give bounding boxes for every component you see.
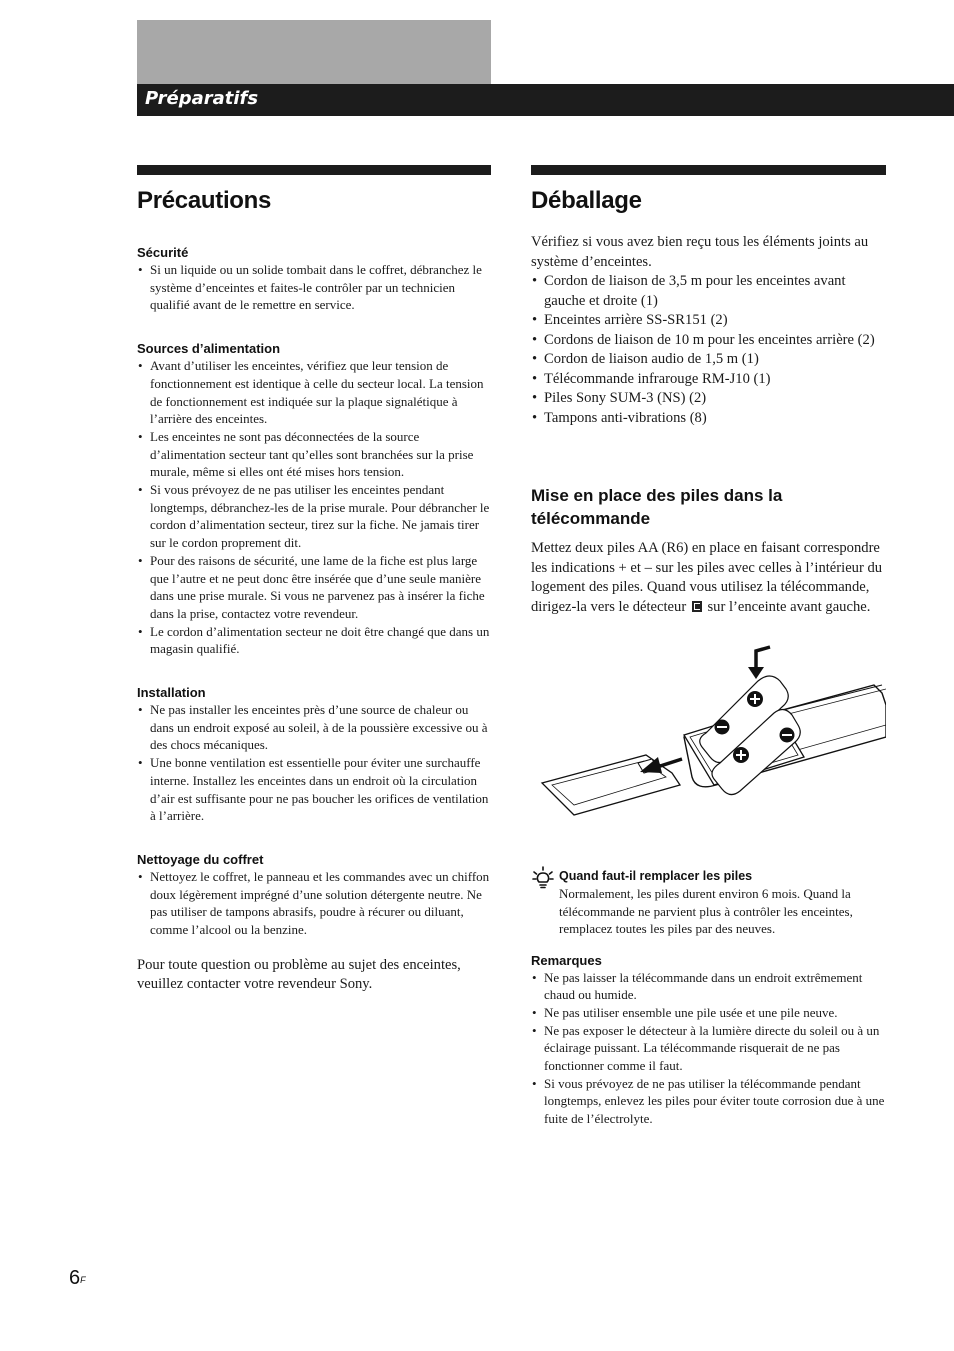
- list-item: • Ne pas laisser la télécommande dans un endroit extrêmement chaud ou humide.: [531, 969, 886, 1004]
- page-number-suffix: F: [80, 1275, 86, 1285]
- list-item: • Cordons de liaison de 10 m pour les enceintes arrière (2): [531, 331, 886, 351]
- list-item: • Cordon de liaison de 3,5 m pour les enceintes avant gauche et droite (1): [531, 272, 886, 311]
- piles-text: [531, 539, 886, 617]
- tip-text: Normalement, les piles durent environ 6 mois. Quand la télécommande ne parvient plus à contrôler les enceintes, remplacez toutes les piles par des neuves.: [559, 886, 853, 936]
- list-item: • Le cordon d’alimentation secteur ne doit être changé que dans un magasin qualifié.: [137, 623, 491, 658]
- remarques-heading: Remarques: [531, 952, 602, 968]
- page-number-value: 6: [69, 1267, 81, 1289]
- list-item: • Cordon de liaison audio de 1,5 m (1): [531, 350, 886, 370]
- sources-heading: Sources d’alimentation: [137, 341, 281, 357]
- list-item: • Ne pas utiliser ensemble une pile usée et une pile neuve.: [531, 1004, 886, 1022]
- battery-illustration: [534, 645, 886, 855]
- deballage-column: [531, 165, 886, 1128]
- nettoyage-list: [137, 868, 491, 939]
- piles-text-before: Mettez deux piles AA (R6) en place en faisant correspondre les indications + et – sur les piles avec celles à l’intérieur du logement des piles. Quand vous utilisez la télécommande, dirigez-la vers le détecteur: [531, 540, 883, 615]
- nettoyage-heading: Nettoyage du coffret: [137, 851, 264, 867]
- deballage-intro: Vérifiez si vous avez bien reçu tous les éléments joints au système d’enceintes.: [531, 234, 869, 270]
- list-item: • Ne pas installer les enceintes près d’une source de chaleur ou dans un endroit exposé au soleil, à de la poussière excessive ou à des chocs mécaniques.: [137, 701, 491, 754]
- precautions-title: Précautions: [137, 187, 272, 214]
- precautions-column: [137, 165, 491, 995]
- heading-rule: [531, 165, 886, 175]
- list-item: • Tampons anti-vibrations (8): [531, 409, 886, 429]
- header-gray-block: [137, 20, 491, 86]
- sources-list: [137, 357, 491, 658]
- tip-heading: Quand faut-il remplacer les piles: [559, 869, 753, 883]
- lightbulb-icon: [531, 865, 555, 889]
- sensor-icon: [692, 601, 702, 612]
- page-number: [69, 1266, 86, 1290]
- deballage-title: Déballage: [531, 187, 642, 214]
- list-item: • Pour des raisons de sécurité, une lame de la fiche est plus large que l’autre et ne peut donc être insérée que d’une seule manière dans une prise murale. Si vous ne parvenez pas à insérer la fiche dans la prise, contactez votre revendeur.: [137, 552, 491, 623]
- tip-block: [531, 865, 886, 938]
- piles-text-after: sur l’enceinte avant gauche.: [707, 598, 871, 615]
- installation-heading: Installation: [137, 685, 206, 701]
- list-item: • Enceintes arrière SS-SR151 (2): [531, 311, 886, 331]
- section-title: Préparatifs: [145, 88, 259, 109]
- list-item: • Si vous prévoyez de ne pas utiliser les enceintes pendant longtemps, débranchez-les de la prise murale. Pour débrancher le cordon d’alimentation secteur, tirez sur la fiche. Ne jamais tirer sur le cordon proprement dit.: [137, 481, 491, 552]
- piles-heading: Mise en place des piles dans la télécommande: [531, 486, 783, 528]
- securite-heading: Sécurité: [137, 245, 189, 260]
- installation-list: [137, 701, 491, 825]
- list-item: • Une bonne ventilation est essentielle pour éviter une surchauffe interne. Installez les enceintes dans un endroit où la circulation d’air est suffisante pour ne pas boucher les orifices de ventilation à l’arrière.: [137, 754, 491, 825]
- deballage-list: [531, 272, 886, 428]
- securite-list: [137, 261, 491, 314]
- heading-rule: [137, 165, 491, 175]
- remarques-list: [531, 969, 886, 1128]
- list-item: • Ne pas exposer le détecteur à la lumière directe du soleil ou à un éclairage puissant. La télécommande risquerait de ne pas fonctionner comme il faut.: [531, 1022, 886, 1075]
- list-item: • Avant d’utiliser les enceintes, vérifiez que leur tension de fonctionnement est identique à celle du secteur local. La tension de fonctionnement est indiquée sur la plaque signalétique à l’arrière des enceintes.: [137, 357, 491, 428]
- header-bar: [137, 84, 954, 116]
- list-item: • Nettoyez le coffret, le panneau et les commandes avec un chiffon doux légèrement imprégné d’une solution détergente neutre. Ne pas utiliser de tampons abrasifs, poudre à récurer ou diluant, comme l’alcool ou la benzine.: [137, 868, 491, 939]
- list-item: • Si un liquide ou un solide tombait dans le coffret, débranchez le système d’enceintes et faites-le contrôler par un technicien qualifié avant de le remettre en service.: [137, 261, 491, 314]
- list-item: • Si vous prévoyez de ne pas utiliser la télécommande pendant longtemps, enlevez les piles pour éviter toute corrosion due à une fuite de l’électrolyte.: [531, 1075, 886, 1128]
- list-item: • Les enceintes ne sont pas déconnectées de la source d’alimentation secteur tant qu’elles sont branchées sur la prise murale, même si elles ont été mises hors tension.: [137, 428, 491, 481]
- closing-text: Pour toute question ou problème au sujet des enceintes, veuillez contacter votre revendeur Sony.: [137, 956, 461, 993]
- list-item: • Piles Sony SUM-3 (NS) (2): [531, 389, 886, 409]
- list-item: • Télécommande infrarouge RM-J10 (1): [531, 370, 886, 390]
